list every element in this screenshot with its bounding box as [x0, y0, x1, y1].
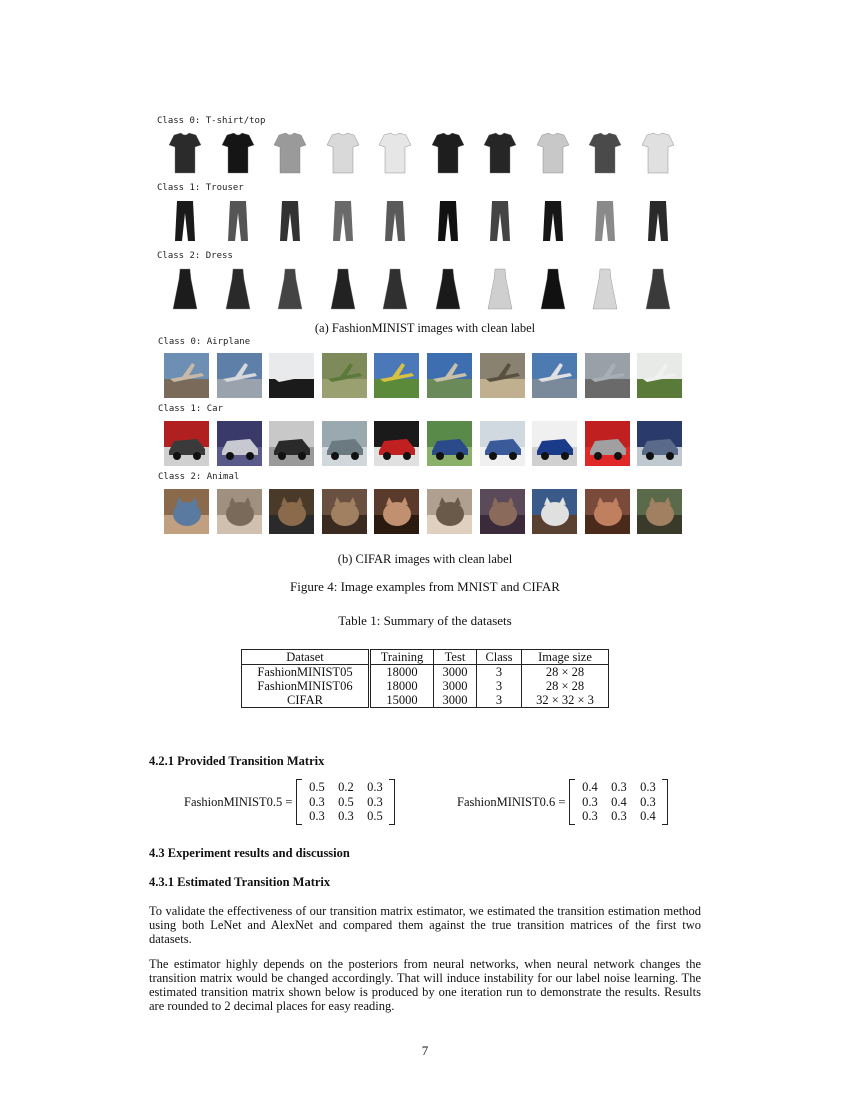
- dress-image: [326, 267, 360, 311]
- trouser-image: [536, 199, 570, 243]
- table-cell: FashionMINIST05: [242, 665, 370, 680]
- animal-image: [269, 489, 314, 534]
- airplane-image: [322, 353, 367, 398]
- cifar-row-animal: [164, 489, 690, 534]
- matrix-cell: 0.5: [338, 794, 354, 809]
- table-cell: FashionMINIST06: [242, 679, 370, 693]
- cifar-class-1-label: Class 1: Car: [158, 404, 224, 414]
- section-4-3-1-heading: 4.3.1 Estimated Transition Matrix: [149, 875, 331, 889]
- car-image: [269, 421, 314, 466]
- trouser-image: [588, 199, 622, 243]
- animal-image: [164, 489, 209, 534]
- table-cell: 28 × 28: [545, 665, 585, 679]
- matrix-cell: 0.3: [582, 794, 598, 809]
- matrix-cell: 0.4: [582, 780, 598, 795]
- matrix-b-cells: [575, 780, 662, 824]
- dress-image: [273, 267, 307, 311]
- tshirt-image: [641, 131, 675, 175]
- dress-image: [483, 267, 517, 311]
- matrix-cell: 0.2: [338, 780, 354, 795]
- cifar-class-2-label: Class 2: Animal: [158, 472, 240, 482]
- dress-image: [378, 267, 412, 311]
- matrix-cell: 0.5: [367, 809, 383, 824]
- table-caption: Table 1: Summary of the datasets: [338, 613, 512, 628]
- trouser-image: [273, 199, 307, 243]
- tshirt-image: [431, 131, 465, 175]
- paragraph-1: To validate the effectiveness of our transition matrix estimator, we estimated the transition estimation method using both LeNet and AlexNet and compared them against the true transition matrices of the first two datasets.: [149, 904, 701, 946]
- datasets-table: [241, 649, 609, 708]
- car-image: [374, 421, 419, 466]
- fashion-class-0-label: Class 0: T-shirt/top: [157, 116, 266, 126]
- trouser-image: [483, 199, 517, 243]
- matrix-fashion-05: [184, 779, 395, 825]
- car-image: [164, 421, 209, 466]
- cifar-class-0-label: Class 0: Airplane: [158, 337, 251, 347]
- matrix-cell: 0.3: [367, 780, 383, 795]
- matrix-cell: 0.4: [611, 794, 627, 809]
- table-cell: 3: [477, 665, 522, 680]
- fashion-row-dress: [168, 267, 693, 311]
- animal-image: [585, 489, 630, 534]
- matrix-a-cells: [302, 780, 389, 824]
- section-4-3-heading: 4.3 Experiment results and discussion: [149, 846, 350, 860]
- animal-image: [374, 489, 419, 534]
- dress-image: [168, 267, 202, 311]
- table-cell: 3000: [434, 665, 477, 680]
- airplane-image: [217, 353, 262, 398]
- dress-image: [431, 267, 465, 311]
- tshirt-image: [536, 131, 570, 175]
- tshirt-image: [588, 131, 622, 175]
- animal-image: [427, 489, 472, 534]
- matrix-cell: 0.3: [309, 794, 325, 809]
- animal-image: [322, 489, 367, 534]
- trouser-image: [431, 199, 465, 243]
- matrix-cell: 0.3: [611, 809, 627, 824]
- table-cell: 18000: [370, 679, 434, 693]
- car-image: [532, 421, 577, 466]
- tshirt-image: [378, 131, 412, 175]
- animal-image: [480, 489, 525, 534]
- table-cell: 3: [477, 693, 522, 708]
- matrix-cell: 0.4: [640, 809, 656, 824]
- airplane-image: [427, 353, 472, 398]
- matrix-cell: 0.5: [309, 780, 325, 795]
- dress-image: [221, 267, 255, 311]
- matrix-cell: 0.3: [640, 780, 656, 795]
- table-header-class: Class: [477, 650, 522, 665]
- fashion-subcaption: (a) FashionMINIST images with clean label: [314, 321, 536, 335]
- table-header-dataset: Dataset: [242, 650, 370, 665]
- dress-image: [641, 267, 675, 311]
- matrix-cell: 0.3: [611, 780, 627, 795]
- table-row: [242, 679, 609, 693]
- paragraph-2: The estimator highly depends on the posteriors from neural networks, when neural network changes the transition matrix would be changed accordingly. That will induce instability for our label noise learning. The estimated transition matrix shown below is produced by one iteration run to demonstrate the results. Results are rounded to 2 decimal places for easy reading.: [149, 957, 701, 1013]
- dress-image: [588, 267, 622, 311]
- airplane-image: [374, 353, 419, 398]
- dress-image: [536, 267, 570, 311]
- fashion-class-2-label: Class 2: Dress: [157, 251, 233, 261]
- table-header-training: Training: [370, 650, 434, 665]
- airplane-image: [269, 353, 314, 398]
- animal-image: [532, 489, 577, 534]
- car-image: [322, 421, 367, 466]
- airplane-image: [637, 353, 682, 398]
- matrix-fashion-06: [457, 779, 668, 825]
- table-cell: 15000: [370, 693, 434, 708]
- table-cell: 3000: [434, 693, 477, 708]
- matrix-right-bracket: [389, 779, 395, 825]
- matrix-cell: 0.3: [309, 809, 325, 824]
- cifar-row-airplane: [164, 353, 690, 398]
- table-header-test: Test: [434, 650, 477, 665]
- matrix-a-label: FashionMINIST0.5 =: [184, 794, 293, 809]
- section-4-2-1-heading: 4.2.1 Provided Transition Matrix: [149, 754, 325, 768]
- trouser-image: [641, 199, 675, 243]
- tshirt-image: [273, 131, 307, 175]
- table-row: [242, 665, 609, 680]
- cifar-subcaption: (b) CIFAR images with clean label: [337, 552, 513, 566]
- tshirt-image: [221, 131, 255, 175]
- table-cell: 18000: [370, 665, 434, 680]
- car-image: [217, 421, 262, 466]
- car-image: [427, 421, 472, 466]
- matrix-right-bracket: [662, 779, 668, 825]
- airplane-image: [480, 353, 525, 398]
- table-cell: 3000: [434, 679, 477, 693]
- tshirt-image: [483, 131, 517, 175]
- matrix-cell: 0.3: [582, 809, 598, 824]
- animal-image: [637, 489, 682, 534]
- airplane-image: [532, 353, 577, 398]
- page-number: 7: [421, 1043, 429, 1058]
- matrix-cell: 0.3: [367, 794, 383, 809]
- trouser-image: [378, 199, 412, 243]
- trouser-image: [326, 199, 360, 243]
- fashion-row-trouser: [168, 199, 693, 243]
- airplane-image: [585, 353, 630, 398]
- table-header-image-size: Image size: [538, 650, 592, 664]
- table-cell: 28 × 28: [545, 679, 585, 693]
- fashion-class-1-label: Class 1: Trouser: [157, 183, 244, 193]
- trouser-image: [221, 199, 255, 243]
- trouser-image: [168, 199, 202, 243]
- matrix-cell: 0.3: [338, 809, 354, 824]
- car-image: [637, 421, 682, 466]
- airplane-image: [164, 353, 209, 398]
- matrix-cell: 0.3: [640, 794, 656, 809]
- animal-image: [217, 489, 262, 534]
- fashion-row-tshirt: [168, 131, 693, 175]
- table-cell: 3: [477, 679, 522, 693]
- tshirt-image: [326, 131, 360, 175]
- car-image: [585, 421, 630, 466]
- table-cell: CIFAR: [242, 693, 370, 708]
- table-row: [242, 693, 609, 708]
- figure-caption: Figure 4: Image examples from MNIST and CIFAR: [290, 579, 560, 594]
- car-image: [480, 421, 525, 466]
- table-cell: 32 × 32 × 3: [536, 693, 594, 707]
- matrix-b-label: FashionMINIST0.6 =: [457, 794, 566, 809]
- cifar-row-car: [164, 421, 690, 466]
- tshirt-image: [168, 131, 202, 175]
